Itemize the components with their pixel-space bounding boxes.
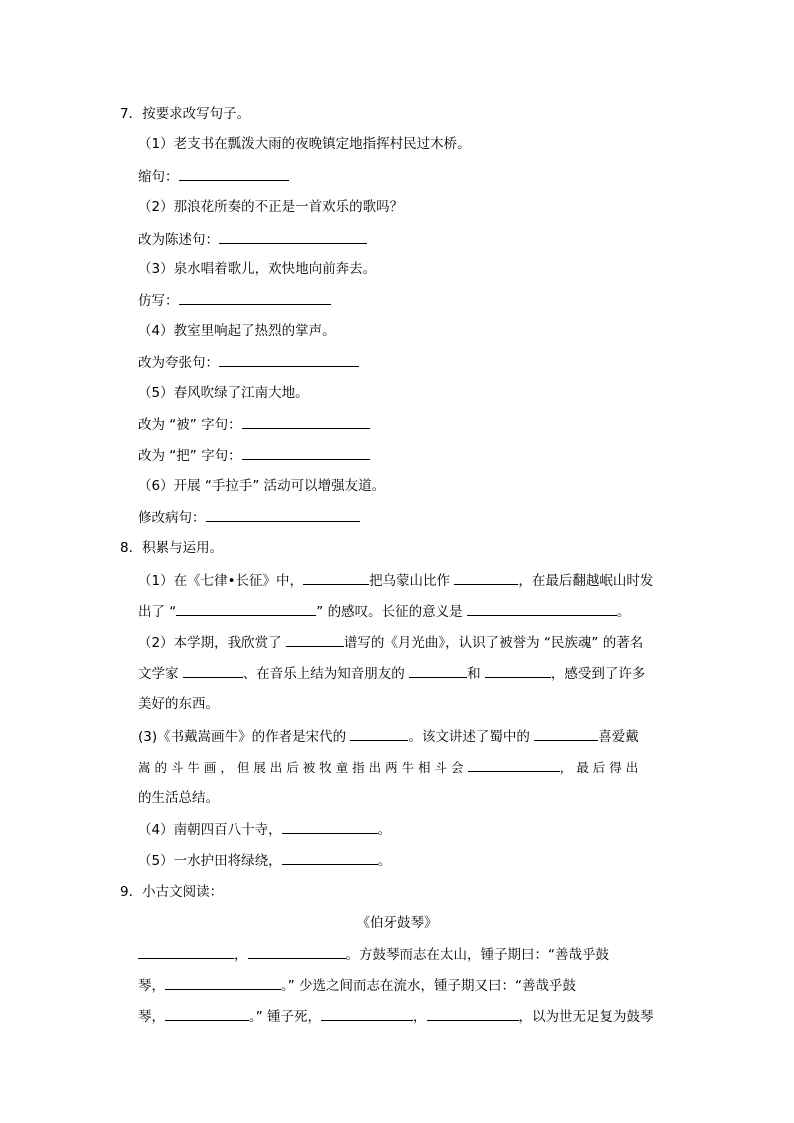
q8-p5: [138, 850, 391, 871]
text: 喜爱戴: [598, 729, 639, 745]
q7-sentence-5: （5）春风吹绿了江南大地。: [138, 385, 309, 401]
answer-blank[interactable]: [219, 352, 359, 367]
answer-blank[interactable]: [242, 414, 370, 429]
text: （5）一水护田将绿绕，: [138, 853, 282, 869]
q9-heading: 9．小古文阅读：: [120, 884, 224, 900]
text: ，: [234, 947, 248, 963]
answer-blank[interactable]: [206, 507, 360, 522]
q9-passage-title: 《伯牙鼓琴》: [356, 915, 438, 931]
text: ，感受到了许多: [550, 666, 646, 682]
q7-heading: 7．按要求改写句子。: [120, 106, 251, 122]
prompt-label: 改为 “把” 字句：: [138, 448, 242, 464]
text: （2）本学期，我欣赏了: [138, 635, 282, 651]
q7-answer-2: [138, 229, 367, 250]
q7-answer-5b: [138, 445, 370, 466]
answer-blank[interactable]: [183, 663, 243, 678]
q7-sentence-1: （1）老支书在瓢泼大雨的夜晚镇定地指挥村民过木桥。: [138, 136, 471, 152]
q8-p3-line2: [138, 757, 638, 778]
text: ，以为世无足复为鼓琴: [518, 1009, 654, 1025]
q8-p3-line3: [138, 788, 219, 808]
q8-p1-line2: [138, 601, 630, 622]
answer-blank[interactable]: [454, 570, 518, 585]
answer-blank[interactable]: [321, 1006, 413, 1021]
q8-p3-line1: [138, 726, 639, 747]
answer-blank[interactable]: [282, 850, 378, 865]
text: 。: [616, 604, 631, 620]
text: 、在音乐上结为知音朋友的: [242, 666, 405, 682]
text: 。该文讲述了蜀中的: [408, 729, 530, 745]
answer-blank[interactable]: [427, 1006, 519, 1021]
q8-p4: [138, 819, 391, 840]
q7-sentence-3: （3）泉水唱着歌儿，欢快地向前奔去。: [138, 261, 377, 277]
answer-blank[interactable]: [485, 663, 551, 678]
answer-blank[interactable]: [179, 290, 331, 305]
text: 文学家: [138, 666, 179, 682]
prompt-label: 缩句：: [138, 169, 179, 185]
q7-answer-1: [138, 166, 289, 187]
text: ，: [413, 1009, 427, 1025]
q7-sentence-4: （4）教室里响起了热烈的掌声。: [138, 323, 336, 339]
q8-p2-line1: [138, 632, 643, 653]
answer-blank[interactable]: [286, 632, 344, 647]
answer-blank[interactable]: [282, 819, 378, 834]
q7-sentence-6: （6）开展 “手拉手” 活动可以增强友道。: [138, 478, 386, 494]
text: 。” 少选之间而志在流水，锺子期又曰：“善哉乎鼓: [281, 978, 577, 994]
text: 琴，: [138, 1009, 165, 1025]
answer-blank[interactable]: [179, 166, 289, 181]
answer-blank[interactable]: [176, 601, 316, 616]
text: (3)《书戴嵩画牛》的作者是宋代的: [138, 729, 347, 745]
text: ， 最 后 得 出: [559, 760, 639, 775]
answer-blank[interactable]: [138, 944, 234, 959]
answer-blank[interactable]: [303, 570, 369, 585]
prompt-label: 改为 “被” 字句：: [138, 417, 242, 433]
q8-heading: 8．积累与运用。: [120, 540, 224, 556]
q7-sentence-2: （2）那浪花所奏的不正是一首欢乐的歌吗？: [138, 199, 404, 215]
text: 把乌蒙山比作: [369, 573, 451, 589]
text: 。方鼓琴而志在太山，锺子期曰：“善哉乎鼓: [345, 947, 609, 963]
answer-blank[interactable]: [350, 726, 408, 741]
text: 的生活总结。: [138, 790, 219, 806]
prompt-label: 改为夸张句：: [138, 355, 219, 371]
q9-passage-line1: [138, 944, 609, 965]
text: 美好的东西。: [138, 696, 219, 712]
text: （1）在《七律•长征》中，: [138, 573, 304, 589]
q8-p1-line1: [138, 570, 653, 591]
text: ，在最后翻越岷山时发: [518, 573, 654, 589]
q7-answer-5a: [138, 414, 370, 435]
prompt-label: 仿写：: [138, 293, 179, 309]
text: 琴，: [138, 978, 165, 994]
text: 出了 “: [138, 604, 177, 620]
prompt-label: 修改病句：: [138, 510, 206, 526]
answer-blank[interactable]: [468, 757, 560, 772]
answer-blank[interactable]: [409, 663, 467, 678]
answer-blank[interactable]: [242, 445, 370, 460]
answer-blank[interactable]: [165, 975, 281, 990]
text: 嵩 的 斗 牛 画 ， 但 展 出 后 被 牧 童 指 出 两 牛 相 斗 会: [138, 760, 464, 775]
q8-p2-line3: [138, 694, 219, 714]
text: ” 的感叹。长征的意义是: [316, 604, 463, 620]
answer-blank[interactable]: [219, 229, 367, 244]
q7-answer-6: [138, 507, 360, 528]
q7-answer-4: [138, 352, 359, 373]
q7-answer-3: [138, 290, 331, 311]
q8-p2-line2: [138, 663, 645, 684]
prompt-label: 改为陈述句：: [138, 232, 219, 248]
text: 。: [377, 822, 392, 838]
answer-blank[interactable]: [534, 726, 598, 741]
text: 。: [377, 853, 392, 869]
answer-blank[interactable]: [165, 1006, 249, 1021]
text: （4）南朝四百八十寺，: [138, 822, 282, 838]
q9-passage-line2: [138, 975, 576, 996]
text: 谱写的《月光曲》，认识了被誉为 “民族魂” 的著名: [343, 635, 644, 651]
text: 。” 锺子死，: [249, 1009, 322, 1025]
answer-blank[interactable]: [467, 601, 617, 616]
q9-passage-line3: [138, 1006, 654, 1027]
answer-blank[interactable]: [248, 944, 346, 959]
text: 和: [467, 666, 481, 682]
